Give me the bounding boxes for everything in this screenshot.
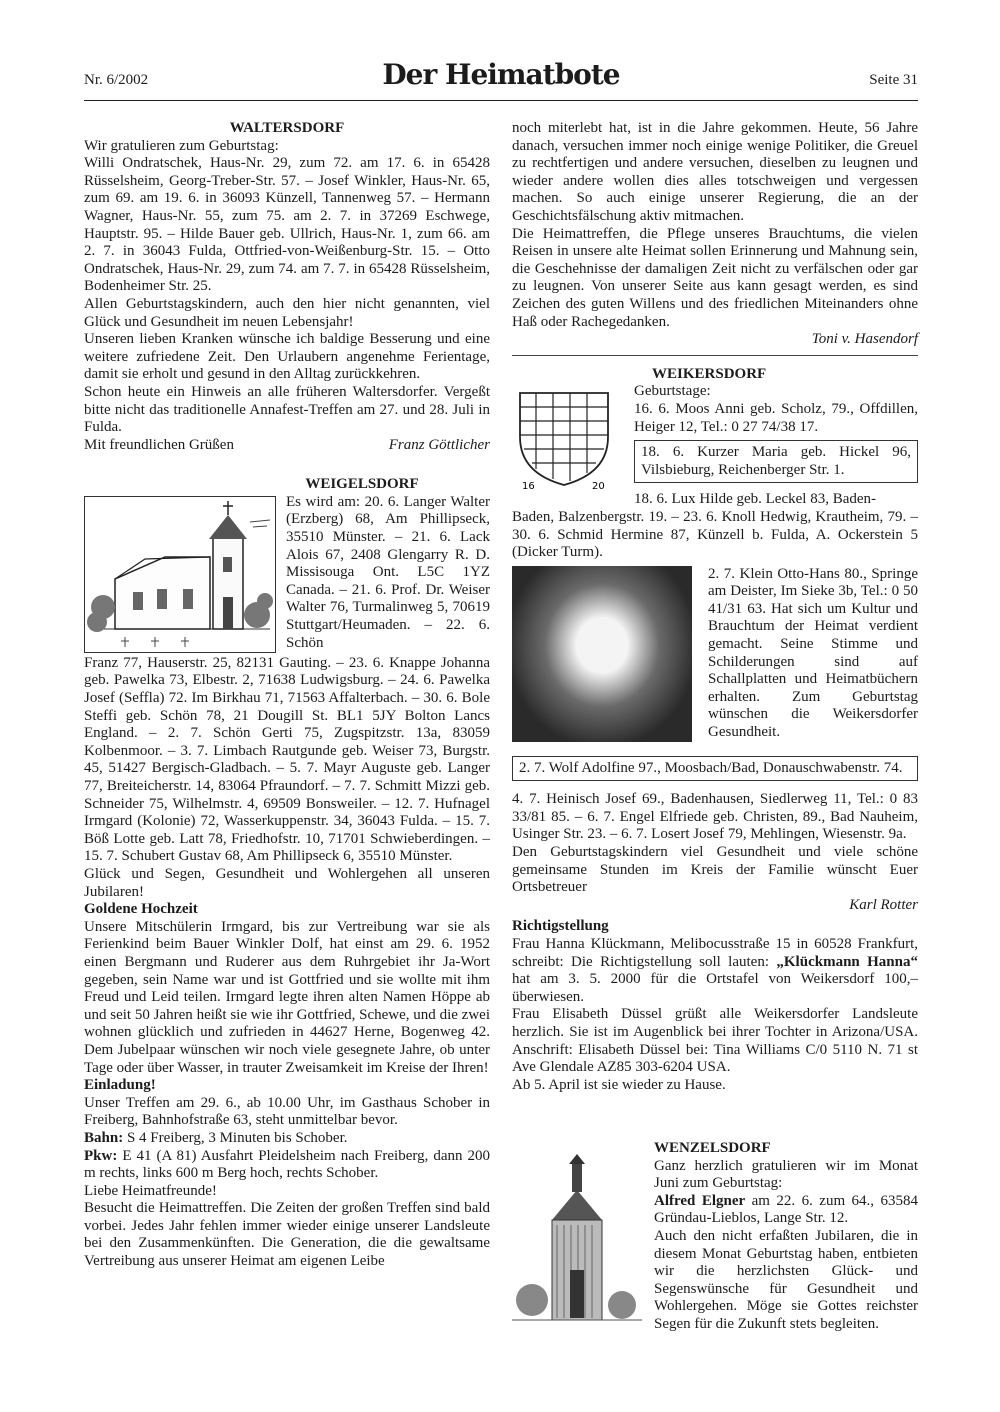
author-hasendorf: Toni v. Hasendorf — [811, 331, 918, 348]
divider — [512, 355, 918, 356]
issue-number: Nr. 6/2002 — [84, 72, 149, 88]
signature-line — [512, 331, 918, 349]
weikersdorf-first-entries — [634, 383, 918, 483]
waltersdorf-wishes: Allen Geburtstagskindern, auch den hier nicht genannten, viel Glück und Gesundheit im neuen Lebensjahr! — [84, 295, 490, 330]
weigelsdorf-birthdays: Franz 77, Hauserstr. 25, 82131 Gauting. – 23. 6. Knappe Johanna geb. Pawelka 73, Elbestr. 2, 71638 Ludwigsburg. – 24. 6. Pawelka Josef (Seffla) 72. Im Birkhau 71, 71563 Affalterbach. – 30. 6. Bole Steffi geb. Schön 78, 21 Dougill St. BL1 5JY Bolton Lancs England. – 2. 7. Schön Gerti 75, Zugspitzstr. 13a, 83059 Kolbenmoor. – 3. 7. Limbach Rautgunde geb. Weiser 73, Burgstr. 45, 51427 Bergisch-Gladbach. – 5. 7. Mayr Auguste geb. Langer 77, Breiteicherstr. 14, 83064 Pfraundorf. – 7. 7. Schmitt Mizzi geb. Schneider 75, Wilhelmstr. 4, 69509 Bonsweiler. – 12. 7. Hufnagel Irmgard (Kolonie) 72, Wasserkuppenstr. 34, 36043 Fulda. – 15. 7. Böß Lotte geb. Latt 78, Friedhofstr. 10, 71701 Schwieberdingen. – 15. 7. Schubert Gustav 68, Am Phillipseck 6, 35510 Münster. — [84, 654, 490, 865]
richt-text-a: Frau Hanna Klückmann, Melibocusstraße 15 in 60528 Frankfurt, schreibt: Die Richtigstellung soll lauten: — [512, 936, 918, 970]
einladung-text: Unser Treffen am 29. 6., ab 10.00 Uhr, im Gasthaus Schober in Freiberg, Bahnhofstraße 63, steht unmittelbar bevor. — [84, 1094, 490, 1129]
pkw-text: E 41 (A 81) Ausfahrt Pleidelsheim nach Freiberg, dann 200 m rechts, links 600 m Berg hoch, rechts Schober. — [84, 1147, 490, 1182]
section-title-waltersdorf: WALTERSDORF — [229, 120, 345, 136]
entry-kurzer-maria-box — [634, 440, 918, 483]
author-goettlicher: Franz Göttlicher — [388, 436, 490, 453]
bahn-label: Bahn: — [84, 1129, 124, 1146]
wenzelsdorf-entry — [654, 1193, 918, 1228]
greeting: Mit freundlichen Grüßen — [84, 436, 234, 453]
entry-klein-otto-hans: 2. 7. Klein Otto-Hans 80., Springe am Deister, Im Sieke 3b, Tel.: 0 50 41/31 63. Hat sich um Kultur und Brauchtum der Heimat verdient gemacht. Seine Stimme und Schilderungen sind auf Schallplatten und Heimatbüchern erhalten. Zum Geburtstag wünschen die Weikersdorfer Gesundheit. — [708, 565, 918, 741]
goldene-hochzeit-text: Unsere Mitschülerin Irmgard, bis zur Vertreibung war sie als Ferienkind beim Bauer Winkler Dolf, hat einst am 29. 6. 1952 einen Bergmann und Ruderer aus dem Ruhrgebiet ihr Ja-Wort gegeben, sein Name war und ist Gottfried und sie wollte mit ihm Freud und Leid teilen. Irmgard legte ihren alten Namen Höppe ab und seit 50 Jahren heißt sie wie ihr Gottfried, Schewe, und die zwei wohnen glücklich und zufrieden in 44627 Herne, Bogenweg 42. Dem Jubelpaar wünschen wir noch viele gesegnete Jahre, ob unter Tage oder über Wasser, in trauter Zweisamkeit im Kreise der Ihren! — [84, 918, 490, 1076]
waltersdorf-signature — [84, 437, 490, 455]
elgner-details: am 22. 6. zum 64., 63584 Gründau-Lieblos, Lange Str. 12. — [654, 1192, 919, 1227]
chapel-photo — [512, 1150, 642, 1330]
entry-lux-hilde: 18. 6. Lux Hilde geb. Leckel 83, Baden- — [634, 491, 877, 508]
weigelsdorf-birthdays-lead: Es wird am: 20. 6. Langer Walter (Erzberg) 68, Am Phillipseck, 35510 Münster. – 21. 6. Lack Alois 67, 2408 Glengarry R. D. Missisouga Ont. L5C 1YZ Canada. – 21. 6. Prof. Dr. Weiser Walter 76, Turmalinweg 5, 70619 Stuttgart/Heumaden. – 22. 6. Schön — [286, 493, 490, 651]
page-header — [84, 60, 918, 101]
weikersdorf-closing: Den Geburtstagskindern viel Gesundheit und viele schöne gemeinsame Stunden im Kreis der Familie wünscht Euer Ortsbetreuer — [512, 844, 918, 896]
page-number: Seite 31 — [869, 72, 918, 88]
weikersdorf-subtitle: Geburtstage: — [634, 383, 711, 400]
waltersdorf-intro: Wir gratulieren zum Geburtstag: — [84, 137, 279, 154]
left-column — [84, 120, 490, 1271]
entry-heinisch-engel-losert: 4. 7. Heinisch Josef 69., Badenhausen, Siedlerweg 11, Tel.: 0 83 33/81 85. – 6. 7. Engel Elfriede geb. Christen, 89., Bad Nauheim, Usinger Str. 23. – 6. 7. Losert Josef 79, Mehlingen, Wiesenstr. 9a. — [512, 791, 918, 843]
entry-kurzer-maria: 18. 6. Kurzer Maria geb. Hickel 96, Vilsbieburg, Reichenberger Str. 1. — [641, 444, 911, 478]
masthead: Der Heimatbote — [382, 58, 620, 91]
duessel-return: Ab 5. April ist sie wieder zu Hause. — [512, 1076, 726, 1093]
entry-knoll-schmid: Baden, Balzenbergstr. 19. – 23. 6. Knoll Hedwig, Krautheim, 79. – 30. 6. Schmid Hermine 87, Künzell b. Fulda, A. Ockerstein 5 (Dicker Turm). — [512, 508, 918, 561]
weikersdorf-crest — [512, 385, 616, 491]
section-title-weigelsdorf: WEIGELSDORF — [305, 476, 419, 493]
einladung-pkw — [84, 1148, 490, 1183]
right-column — [512, 120, 918, 1094]
entry-moos-anni: 16. 6. Moos Anni geb. Scholz, 79., Offdillen, Heiger 12, Tel.: 0 27 74/38 17. — [634, 400, 918, 435]
weikersdorf-top — [512, 383, 918, 491]
wenzelsdorf-wishes: Auch den nicht erfaßten Jubilaren, die in diesem Monat Geburtstag haben, entbieten wir die herzlichsten Glück- und Segenswünsche für Gesundheit und Wohlergehen. Möge sie Gottes reichster Segen für die Zukunft stets begleiten. — [654, 1227, 918, 1332]
richt-text-c: hat am 3. 5. 2000 für die Ortstafel von Weikersdorf 100,– überwiesen. — [512, 971, 918, 1005]
section-title-wenzelsdorf: WENZELSDORF — [654, 1140, 771, 1156]
klein-otto-hans-block — [512, 566, 918, 746]
section-title-goldene-hochzeit: Goldene Hochzeit — [84, 901, 198, 918]
wenzelsdorf-intro: Ganz herzlich gratulieren wir im Monat Juni zum Geburtstag: — [654, 1157, 918, 1192]
continuation-text: noch miterlebt hat, ist in die Jahre gekommen. Heute, 56 Jahre danach, versuchen immer noch einige wenige Politiker, die Greuel zu rechtfertigen und andere versuchen, dieselben zu leugnen und wieder andere wollen dies alles totschweigen und vergessen machen. So auch einige unserer Regierung, die an der Geschichtsfälschung aktiv mitmachen. — [512, 120, 918, 224]
name-alfred-elgner: Alfred Elgner — [654, 1192, 746, 1209]
heimattreffen-text: Die Heimattreffen, die Pflege unseres Brauchtums, die vielen Reisen in unsere alte Heimat sollen Erinnerung und Mahnung sein, die Geschehnisse der damaligen Zeit nicht zu verfälschen oder gar zu leugnen. Von unserer Seite aus kann gesagt werden, es sind Zeichen des guten Willens und des friedlichen Miteinanders ohne Haß oder Rachegedanken. — [512, 225, 918, 330]
einladung-salutation: Liebe Heimatfreunde! — [84, 1182, 217, 1199]
portrait-photo — [512, 566, 692, 742]
weigelsdorf-closing: Glück und Segen, Gesundheit und Wohlergehen all unseren Jubilaren! — [84, 866, 490, 900]
einladung-body: Besucht die Heimattreffen. Die Zeiten der großen Treffen sind bald vorbei. Jedes Jahr fehlen immer wieder einige unserer Landsleute bei den Zusammenkünften. Die Generation, die die gewaltsame Vertreibung aus unserer Heimat am eigenen Leibe — [84, 1200, 490, 1270]
crest-year-right: 20 — [592, 481, 605, 492]
section-title-einladung: Einladung! — [84, 1077, 156, 1094]
richt-name: „Klückmann Hanna“ — [776, 953, 918, 970]
crest-year-left: 16 — [522, 481, 535, 492]
einladung-bahn — [84, 1130, 490, 1148]
waltersdorf-sick: Unseren lieben Kranken wünsche ich baldige Besserung und eine weitere zufriedene Zeit. Den Urlaubern angenehme Ferientage, damit sie erholt und gesund in den Alltag zurückkehren. — [84, 331, 490, 383]
section-title-richtigstellung: Richtigstellung — [512, 918, 609, 935]
weikersdorf-signature — [512, 897, 918, 915]
bahn-text: S 4 Freiberg, 3 Minuten bis Schober. — [123, 1129, 348, 1146]
entry-wolf-adolfine: 2. 7. Wolf Adolfine 97., Moosbach/Bad, Donauschwabenstr. 74. — [519, 759, 903, 776]
pkw-label: Pkw: — [84, 1147, 118, 1164]
richtigstellung-text — [512, 936, 918, 1006]
wenzelsdorf-section — [654, 1140, 918, 1334]
church-drawing — [84, 496, 276, 653]
entry-wolf-adolfine-box — [512, 756, 918, 782]
author-rotter: Karl Rotter — [849, 896, 918, 913]
waltersdorf-annafest: Schon heute ein Hinweis an alle früheren Waltersdorfer. Vergeßt bitte nicht das traditionelle Annafest-Treffen am 27. und 28. Juli in Fulda. — [84, 383, 490, 436]
duessel-text: Frau Elisabeth Düssel grüßt alle Weikersdorfer Landsleute herzlich. Sie ist im Augenblick bei ihrer Tochter in Arizona/USA. Anschrift: Elisabeth Düssel bei: Tina Williams C/0 5110 N. 71 st Ave Glendale AZ85 303-6204 USA. — [512, 1006, 918, 1076]
waltersdorf-birthdays: Willi Ondratschek, Haus-Nr. 29, zum 72. am 17. 6. in 65428 Rüsselsheim, Georg-Treber-Str. 57. – Josef Winkler, Haus-Nr. 65, zum 69. am 19. 6. in 36093 Künzell, Tannenweg 57. – Hermann Wagner, Haus-Nr. 55, zum 75. am 2. 7. in 37269 Eschwege, Hauptstr. 95. – Hilde Bauer geb. Ullrich, Haus-Nr. 1, zum 66. am 2. 7. in 36043 Fulda, Ottfried-von-Weißenburg-Str. 15. – Otto Ondratschek, Haus-Nr. 29, zum 74. am 7. 7. in 65428 Rüsselsheim, Bodenheimer Str. 25. — [84, 155, 490, 295]
section-title-weikersdorf: WEIKERSDORF — [652, 365, 767, 382]
